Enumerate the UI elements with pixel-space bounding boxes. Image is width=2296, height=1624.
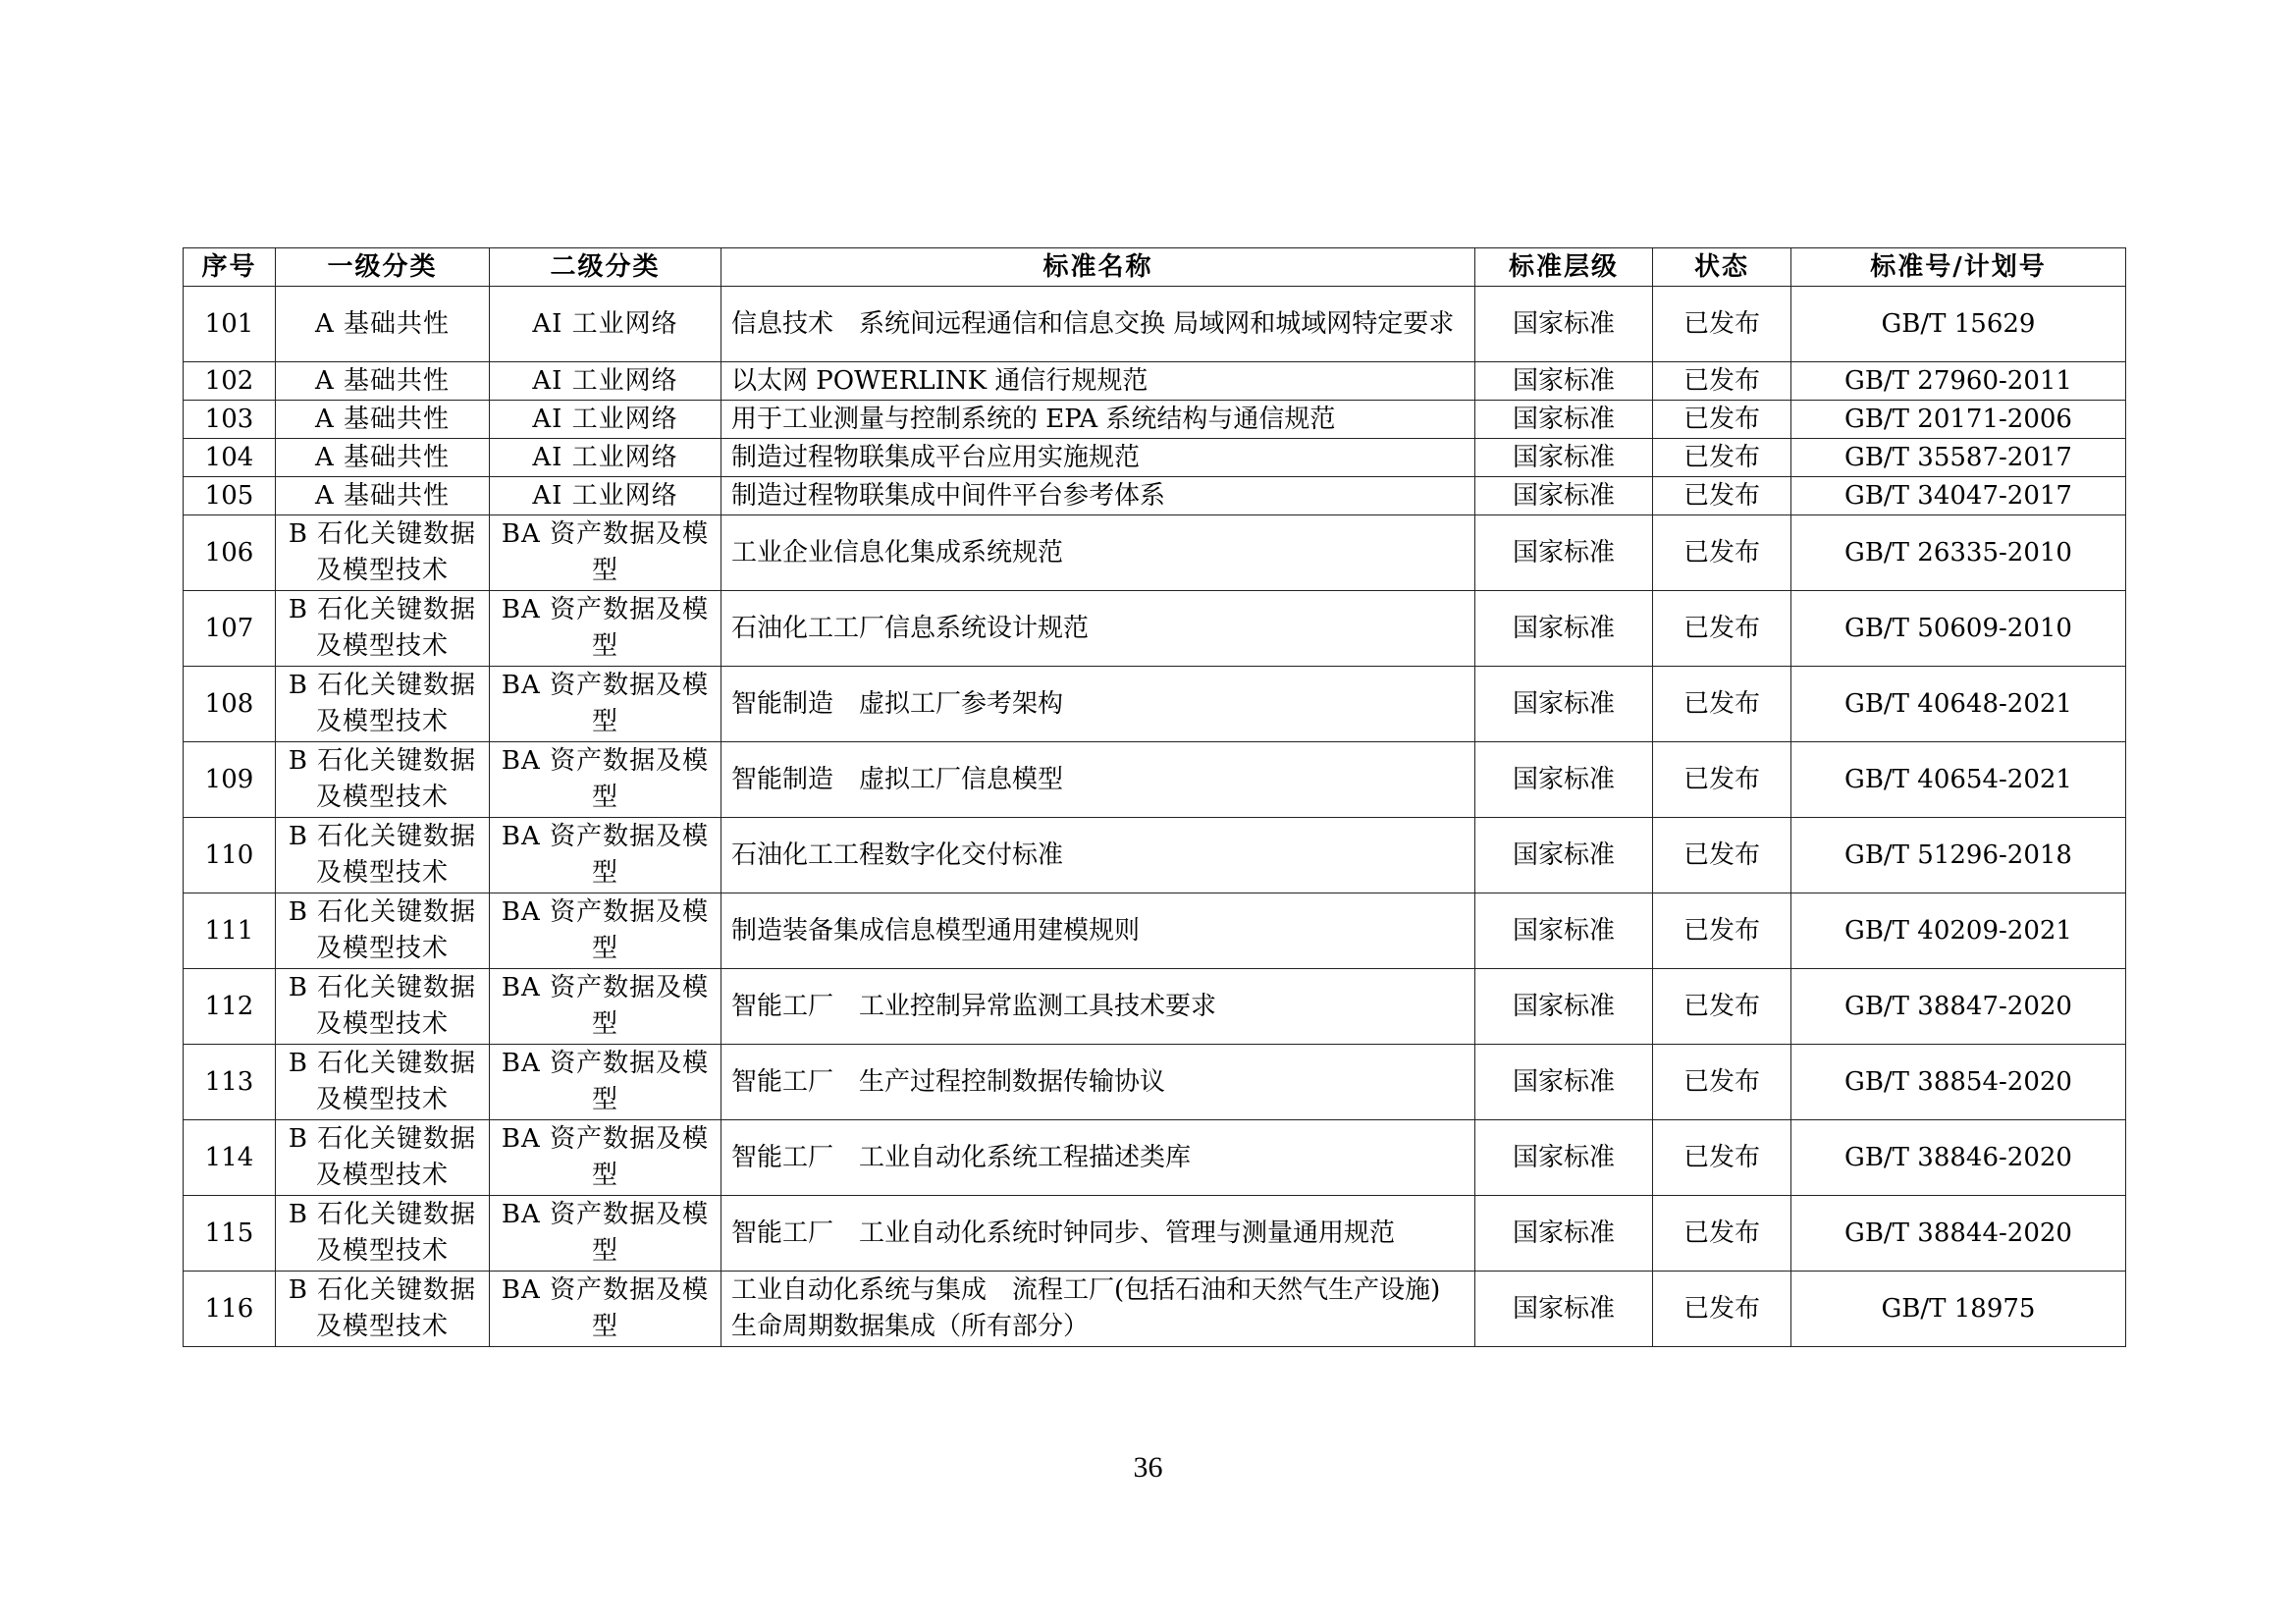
cell-level1: A 基础共性 xyxy=(276,439,490,477)
cell-tier: 国家标准 xyxy=(1475,1196,1653,1272)
cell-seq: 110 xyxy=(184,818,276,893)
table-row xyxy=(184,515,2126,591)
cell-tier: 国家标准 xyxy=(1475,893,1653,969)
cell-status: 已发布 xyxy=(1653,1196,1791,1272)
cell-seq: 115 xyxy=(184,1196,276,1272)
cell-level2: BA 资产数据及模型 xyxy=(490,515,721,591)
cell-seq: 113 xyxy=(184,1045,276,1120)
cell-number: GB/T 15629 xyxy=(1791,287,2126,362)
cell-tier: 国家标准 xyxy=(1475,515,1653,591)
cell-name: 智能工厂 工业自动化系统时钟同步、管理与测量通用规范 xyxy=(721,1196,1475,1272)
cell-number: GB/T 38846-2020 xyxy=(1791,1120,2126,1196)
table-header-row xyxy=(184,248,2126,287)
cell-level1: B 石化关键数据及模型技术 xyxy=(276,893,490,969)
cell-status: 已发布 xyxy=(1653,742,1791,818)
cell-seq: 109 xyxy=(184,742,276,818)
cell-level1: B 石化关键数据及模型技术 xyxy=(276,667,490,742)
cell-level1: B 石化关键数据及模型技术 xyxy=(276,742,490,818)
table-row xyxy=(184,477,2126,515)
cell-status: 已发布 xyxy=(1653,591,1791,667)
page-number: 36 xyxy=(1133,1451,1163,1484)
cell-name: 用于工业测量与控制系统的 EPA 系统结构与通信规范 xyxy=(721,401,1475,439)
cell-number: GB/T 38844-2020 xyxy=(1791,1196,2126,1272)
cell-name: 智能工厂 工业自动化系统工程描述类库 xyxy=(721,1120,1475,1196)
cell-tier: 国家标准 xyxy=(1475,477,1653,515)
cell-seq: 112 xyxy=(184,969,276,1045)
cell-number: GB/T 34047-2017 xyxy=(1791,477,2126,515)
cell-status: 已发布 xyxy=(1653,893,1791,969)
cell-level2: BA 资产数据及模型 xyxy=(490,818,721,893)
cell-name: 制造过程物联集成中间件平台参考体系 xyxy=(721,477,1475,515)
cell-level1: A 基础共性 xyxy=(276,362,490,401)
cell-level2: BA 资产数据及模型 xyxy=(490,742,721,818)
table-row xyxy=(184,362,2126,401)
cell-status: 已发布 xyxy=(1653,439,1791,477)
cell-status: 已发布 xyxy=(1653,477,1791,515)
cell-status: 已发布 xyxy=(1653,401,1791,439)
cell-status: 已发布 xyxy=(1653,287,1791,362)
cell-name: 智能制造 虚拟工厂信息模型 xyxy=(721,742,1475,818)
cell-seq: 106 xyxy=(184,515,276,591)
cell-seq: 107 xyxy=(184,591,276,667)
table-row xyxy=(184,439,2126,477)
cell-name: 工业自动化系统与集成 流程工厂(包括石油和天然气生产设施)生命周期数据集成（所有部分） xyxy=(721,1272,1475,1347)
cell-level1: B 石化关键数据及模型技术 xyxy=(276,818,490,893)
cell-number: GB/T 38854-2020 xyxy=(1791,1045,2126,1120)
cell-status: 已发布 xyxy=(1653,515,1791,591)
cell-level1: A 基础共性 xyxy=(276,477,490,515)
cell-seq: 104 xyxy=(184,439,276,477)
cell-tier: 国家标准 xyxy=(1475,1045,1653,1120)
table-row xyxy=(184,591,2126,667)
cell-level2: BA 资产数据及模型 xyxy=(490,1120,721,1196)
table-row xyxy=(184,1272,2126,1347)
table-row xyxy=(184,1045,2126,1120)
cell-level2: BA 资产数据及模型 xyxy=(490,667,721,742)
cell-number: GB/T 20171-2006 xyxy=(1791,401,2126,439)
cell-number: GB/T 50609-2010 xyxy=(1791,591,2126,667)
cell-status: 已发布 xyxy=(1653,1045,1791,1120)
cell-name: 以太网 POWERLINK 通信行规规范 xyxy=(721,362,1475,401)
cell-level1: B 石化关键数据及模型技术 xyxy=(276,591,490,667)
cell-number: GB/T 26335-2010 xyxy=(1791,515,2126,591)
cell-tier: 国家标准 xyxy=(1475,818,1653,893)
cell-level1: A 基础共性 xyxy=(276,287,490,362)
cell-seq: 114 xyxy=(184,1120,276,1196)
cell-number: GB/T 51296-2018 xyxy=(1791,818,2126,893)
cell-level2: AI 工业网络 xyxy=(490,362,721,401)
cell-seq: 102 xyxy=(184,362,276,401)
cell-level2: BA 资产数据及模型 xyxy=(490,591,721,667)
cell-name: 石油化工工程数字化交付标准 xyxy=(721,818,1475,893)
cell-level2: BA 资产数据及模型 xyxy=(490,1045,721,1120)
cell-level2: BA 资产数据及模型 xyxy=(490,1272,721,1347)
cell-level2: AI 工业网络 xyxy=(490,477,721,515)
cell-number: GB/T 35587-2017 xyxy=(1791,439,2126,477)
header-level1: 一级分类 xyxy=(276,248,490,287)
cell-seq: 111 xyxy=(184,893,276,969)
cell-level1: B 石化关键数据及模型技术 xyxy=(276,515,490,591)
cell-name: 石油化工工厂信息系统设计规范 xyxy=(721,591,1475,667)
header-status: 状态 xyxy=(1653,248,1791,287)
cell-number: GB/T 40654-2021 xyxy=(1791,742,2126,818)
cell-name: 智能工厂 生产过程控制数据传输协议 xyxy=(721,1045,1475,1120)
cell-level2: AI 工业网络 xyxy=(490,401,721,439)
cell-tier: 国家标准 xyxy=(1475,287,1653,362)
cell-tier: 国家标准 xyxy=(1475,362,1653,401)
standards-table xyxy=(183,247,2126,1347)
cell-name: 工业企业信息化集成系统规范 xyxy=(721,515,1475,591)
cell-level1: A 基础共性 xyxy=(276,401,490,439)
cell-level1: B 石化关键数据及模型技术 xyxy=(276,969,490,1045)
cell-tier: 国家标准 xyxy=(1475,401,1653,439)
cell-status: 已发布 xyxy=(1653,969,1791,1045)
cell-tier: 国家标准 xyxy=(1475,969,1653,1045)
cell-tier: 国家标准 xyxy=(1475,591,1653,667)
cell-tier: 国家标准 xyxy=(1475,742,1653,818)
cell-name: 制造装备集成信息模型通用建模规则 xyxy=(721,893,1475,969)
cell-status: 已发布 xyxy=(1653,667,1791,742)
cell-status: 已发布 xyxy=(1653,1272,1791,1347)
header-seq: 序号 xyxy=(184,248,276,287)
cell-level2: BA 资产数据及模型 xyxy=(490,969,721,1045)
cell-number: GB/T 18975 xyxy=(1791,1272,2126,1347)
cell-name: 制造过程物联集成平台应用实施规范 xyxy=(721,439,1475,477)
cell-level2: BA 资产数据及模型 xyxy=(490,893,721,969)
cell-status: 已发布 xyxy=(1653,1120,1791,1196)
cell-name: 信息技术 系统间远程通信和信息交换 局域网和城域网特定要求 xyxy=(721,287,1475,362)
cell-number: GB/T 27960-2011 xyxy=(1791,362,2126,401)
table-row xyxy=(184,401,2126,439)
table-row xyxy=(184,742,2126,818)
cell-tier: 国家标准 xyxy=(1475,667,1653,742)
cell-tier: 国家标准 xyxy=(1475,439,1653,477)
header-tier: 标准层级 xyxy=(1475,248,1653,287)
cell-number: GB/T 40648-2021 xyxy=(1791,667,2126,742)
table-row xyxy=(184,667,2126,742)
cell-seq: 108 xyxy=(184,667,276,742)
cell-number: GB/T 38847-2020 xyxy=(1791,969,2126,1045)
cell-seq: 116 xyxy=(184,1272,276,1347)
header-level2: 二级分类 xyxy=(490,248,721,287)
table-row xyxy=(184,893,2126,969)
cell-number: GB/T 40209-2021 xyxy=(1791,893,2126,969)
cell-level1: B 石化关键数据及模型技术 xyxy=(276,1196,490,1272)
cell-level1: B 石化关键数据及模型技术 xyxy=(276,1120,490,1196)
table-row xyxy=(184,1120,2126,1196)
table-row xyxy=(184,818,2126,893)
cell-name: 智能制造 虚拟工厂参考架构 xyxy=(721,667,1475,742)
cell-seq: 105 xyxy=(184,477,276,515)
cell-level2: BA 资产数据及模型 xyxy=(490,1196,721,1272)
cell-level2: AI 工业网络 xyxy=(490,287,721,362)
header-number: 标准号/计划号 xyxy=(1791,248,2126,287)
cell-tier: 国家标准 xyxy=(1475,1120,1653,1196)
cell-status: 已发布 xyxy=(1653,362,1791,401)
cell-level1: B 石化关键数据及模型技术 xyxy=(276,1272,490,1347)
cell-level1: B 石化关键数据及模型技术 xyxy=(276,1045,490,1120)
cell-status: 已发布 xyxy=(1653,818,1791,893)
cell-tier: 国家标准 xyxy=(1475,1272,1653,1347)
cell-level2: AI 工业网络 xyxy=(490,439,721,477)
cell-seq: 103 xyxy=(184,401,276,439)
cell-seq: 101 xyxy=(184,287,276,362)
cell-name: 智能工厂 工业控制异常监测工具技术要求 xyxy=(721,969,1475,1045)
table-row xyxy=(184,287,2126,362)
table-row xyxy=(184,1196,2126,1272)
table-row xyxy=(184,969,2126,1045)
header-name: 标准名称 xyxy=(721,248,1475,287)
